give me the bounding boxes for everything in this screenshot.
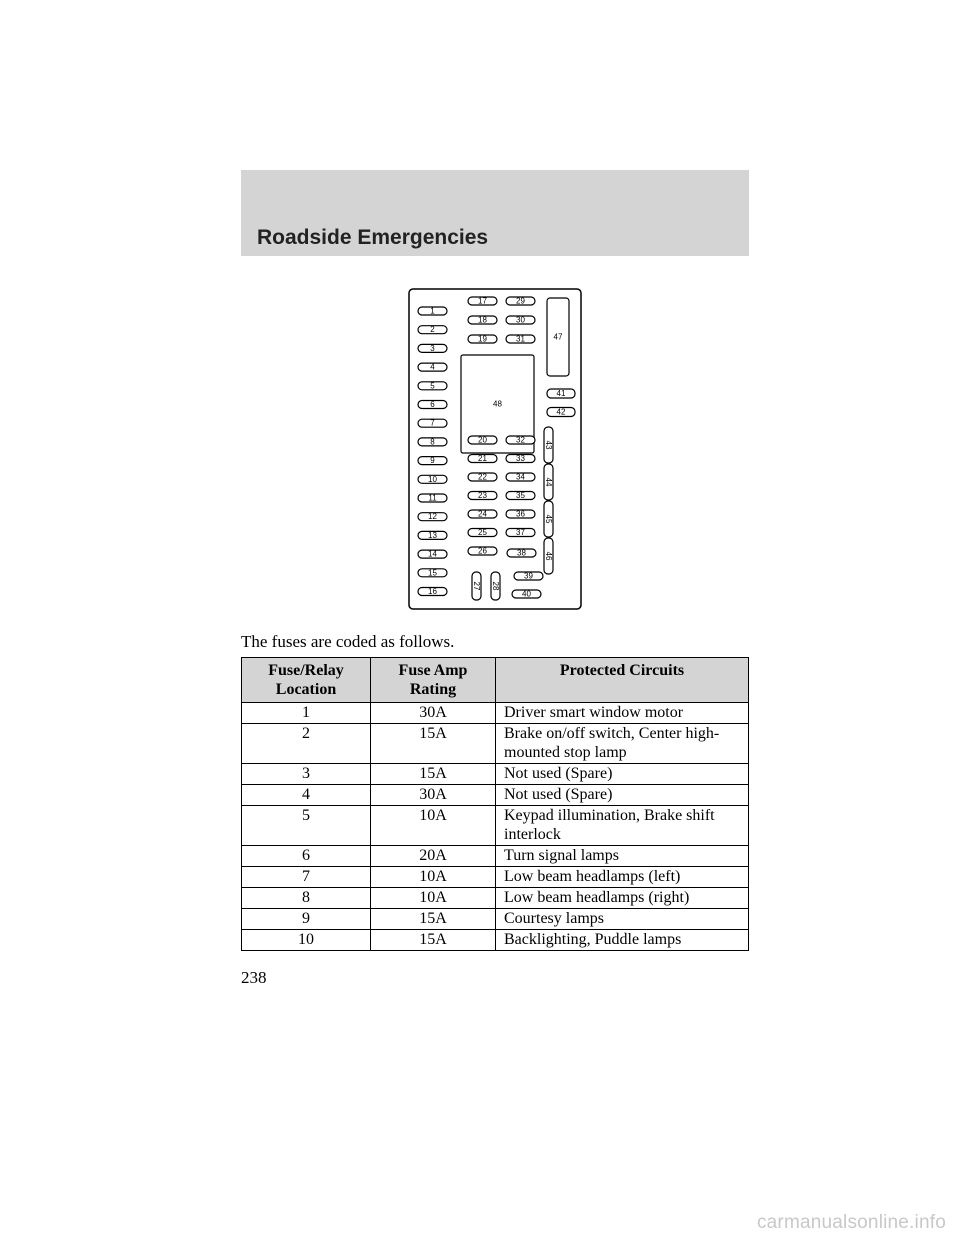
fuse-label: 11 bbox=[428, 493, 437, 503]
fuse-label: 33 bbox=[516, 454, 525, 463]
fuse-30 bbox=[506, 316, 535, 325]
fuse-label: 32 bbox=[516, 435, 525, 445]
cell-amp-rating: 30A bbox=[371, 785, 496, 806]
fuse-10 bbox=[418, 475, 447, 484]
table-row bbox=[242, 806, 749, 846]
fuse-3 bbox=[418, 344, 447, 353]
fuse-label: 16 bbox=[428, 587, 437, 596]
fuse-20 bbox=[468, 436, 497, 445]
fuse-label: 17 bbox=[478, 296, 487, 306]
cell-location: 8 bbox=[242, 888, 371, 909]
cell-location: 3 bbox=[242, 764, 371, 785]
fuse-label: 38 bbox=[517, 548, 526, 558]
fuse-label: 39 bbox=[524, 571, 533, 581]
fuse-label: 19 bbox=[478, 334, 487, 344]
fuse-label: 8 bbox=[430, 437, 435, 447]
fuse-label: 42 bbox=[556, 407, 566, 417]
fuse-36 bbox=[506, 510, 535, 519]
fuse-31 bbox=[506, 335, 535, 344]
fuse-25 bbox=[468, 528, 497, 537]
cell-amp-rating: 10A bbox=[371, 806, 496, 846]
page-number: 238 bbox=[241, 968, 267, 987]
fuse-33 bbox=[506, 454, 535, 463]
fuse-41 bbox=[547, 389, 575, 398]
cell-protected-circuits: Brake on/off switch, Center high-mounted stop lamp bbox=[496, 724, 749, 764]
fuse-label: 2 bbox=[430, 325, 435, 335]
header-amp-rating: Fuse Amp Rating bbox=[371, 658, 496, 703]
cell-protected-circuits: Turn signal lamps bbox=[496, 846, 749, 867]
fuse-9 bbox=[418, 456, 447, 465]
fuse-21 bbox=[468, 454, 497, 463]
fuse-11 bbox=[418, 494, 447, 503]
fuse-table bbox=[241, 657, 749, 951]
cell-location: 5 bbox=[242, 806, 371, 846]
cell-location: 10 bbox=[242, 930, 371, 951]
fuse-24 bbox=[468, 510, 497, 519]
fuse-18 bbox=[468, 316, 497, 325]
cell-amp-rating: 20A bbox=[371, 846, 496, 867]
fuse-label: 40 bbox=[522, 589, 531, 599]
fuse-label: 15 bbox=[428, 568, 437, 578]
cell-location: 9 bbox=[242, 909, 371, 930]
fuse-37 bbox=[506, 528, 535, 537]
fuse-17 bbox=[468, 297, 497, 306]
fuse-label: 27 bbox=[472, 581, 481, 591]
fuse-2 bbox=[418, 325, 447, 334]
section-header bbox=[241, 170, 749, 256]
cell-protected-circuits: Backlighting, Puddle lamps bbox=[496, 930, 749, 951]
fuse-label: 35 bbox=[516, 491, 525, 500]
fuse-15 bbox=[418, 568, 447, 577]
fuse-5 bbox=[418, 381, 447, 390]
fuse-32 bbox=[506, 436, 535, 445]
cell-protected-circuits: Courtesy lamps bbox=[496, 909, 749, 930]
fuse-label: 21 bbox=[478, 454, 487, 463]
fuse-19 bbox=[468, 335, 497, 344]
fuse-label: 1 bbox=[430, 306, 435, 316]
fuse-35 bbox=[506, 491, 535, 500]
fuse-label: 43 bbox=[544, 440, 553, 450]
fuse-label: 47 bbox=[553, 332, 563, 342]
fuse-45 bbox=[544, 501, 553, 537]
cell-protected-circuits: Keypad illumination, Brake shift interlock bbox=[496, 806, 749, 846]
fuse-13 bbox=[418, 531, 447, 540]
fuse-label: 34 bbox=[516, 472, 525, 482]
cell-amp-rating: 10A bbox=[371, 867, 496, 888]
fuse-label: 22 bbox=[478, 472, 487, 482]
fuse-label: 10 bbox=[428, 474, 437, 484]
fuse-42 bbox=[547, 408, 575, 417]
intro-text: The fuses are coded as follows. bbox=[241, 632, 455, 651]
fuse-16 bbox=[418, 587, 447, 596]
fuse-label: 48 bbox=[493, 399, 502, 409]
fuse-12 bbox=[418, 512, 447, 521]
fuse-label: 46 bbox=[544, 551, 553, 561]
table-header-row bbox=[242, 658, 749, 703]
fuse-label: 14 bbox=[428, 549, 437, 559]
fuse-46 bbox=[544, 538, 553, 574]
fuse-panel-diagram bbox=[408, 288, 582, 610]
fuse-label: 9 bbox=[430, 456, 435, 466]
fuse-34 bbox=[506, 473, 535, 482]
fuse-label: 24 bbox=[478, 509, 487, 519]
cell-amp-rating: 15A bbox=[371, 724, 496, 764]
cell-amp-rating: 30A bbox=[371, 703, 496, 724]
fuse-47 bbox=[547, 298, 569, 376]
fuse-23 bbox=[468, 491, 497, 500]
fuse-8 bbox=[418, 437, 447, 446]
fuse-label: 37 bbox=[516, 528, 525, 537]
cell-amp-rating: 15A bbox=[371, 764, 496, 785]
fuse-label: 7 bbox=[430, 418, 435, 428]
fuse-label: 5 bbox=[430, 381, 435, 391]
cell-protected-circuits: Low beam headlamps (right) bbox=[496, 888, 749, 909]
fuse-1 bbox=[418, 307, 447, 316]
fuse-38 bbox=[507, 549, 536, 558]
fuse-label: 41 bbox=[556, 389, 566, 398]
cell-amp-rating: 15A bbox=[371, 930, 496, 951]
table-row bbox=[242, 909, 749, 930]
section-title: Roadside Emergencies bbox=[257, 226, 489, 249]
table-row bbox=[242, 930, 749, 951]
fuse-40 bbox=[512, 590, 541, 599]
fuse-label: 3 bbox=[430, 343, 435, 353]
fuse-4 bbox=[418, 363, 447, 372]
fuse-label: 44 bbox=[544, 477, 553, 487]
fuse-label: 45 bbox=[544, 514, 553, 524]
cell-amp-rating: 10A bbox=[371, 888, 496, 909]
fuse-label: 30 bbox=[516, 315, 525, 325]
cell-location: 2 bbox=[242, 724, 371, 764]
cell-location: 7 bbox=[242, 867, 371, 888]
table-row bbox=[242, 724, 749, 764]
fuse-label: 13 bbox=[428, 530, 437, 540]
fuse-label: 6 bbox=[430, 400, 435, 409]
header-location: Fuse/Relay Location bbox=[242, 658, 371, 703]
fuse-label: 4 bbox=[430, 362, 435, 372]
fuse-43 bbox=[544, 427, 553, 463]
fuse-label: 25 bbox=[478, 528, 487, 537]
fuse-27 bbox=[472, 572, 481, 600]
cell-protected-circuits: Not used (Spare) bbox=[496, 764, 749, 785]
fuse-26 bbox=[468, 547, 497, 556]
table-row bbox=[242, 785, 749, 806]
header-protected-circuits: Protected Circuits bbox=[496, 658, 749, 703]
fuse-label: 31 bbox=[516, 334, 525, 344]
fuse-22 bbox=[468, 473, 497, 482]
fuse-6 bbox=[418, 400, 447, 409]
fuse-label: 26 bbox=[478, 546, 487, 556]
cell-location: 6 bbox=[242, 846, 371, 867]
cell-amp-rating: 15A bbox=[371, 909, 496, 930]
fuse-label: 36 bbox=[516, 509, 525, 519]
cell-protected-circuits: Not used (Spare) bbox=[496, 785, 749, 806]
table-row bbox=[242, 703, 749, 724]
table-row bbox=[242, 888, 749, 909]
fuse-29 bbox=[506, 297, 535, 306]
fuse-label: 23 bbox=[478, 491, 487, 500]
fuse-label: 29 bbox=[516, 296, 525, 306]
watermark: carmanualsonline.info bbox=[756, 1212, 946, 1233]
fuse-label: 28 bbox=[491, 581, 500, 591]
fuse-44 bbox=[544, 464, 553, 500]
cell-location: 1 bbox=[242, 703, 371, 724]
fuse-28 bbox=[491, 572, 500, 600]
fuse-table-body bbox=[242, 703, 749, 951]
fuse-39 bbox=[514, 572, 543, 581]
fuse-14 bbox=[418, 550, 447, 559]
fuse-label: 18 bbox=[478, 315, 487, 325]
cell-protected-circuits: Driver smart window motor bbox=[496, 703, 749, 724]
table-row bbox=[242, 867, 749, 888]
fuse-label: 20 bbox=[478, 435, 487, 445]
cell-location: 4 bbox=[242, 785, 371, 806]
fuse-label: 12 bbox=[428, 512, 437, 522]
table-row bbox=[242, 764, 749, 785]
fuse-panel-svg bbox=[408, 288, 582, 610]
cell-protected-circuits: Low beam headlamps (left) bbox=[496, 867, 749, 888]
table-row bbox=[242, 846, 749, 867]
fuse-7 bbox=[418, 419, 447, 428]
